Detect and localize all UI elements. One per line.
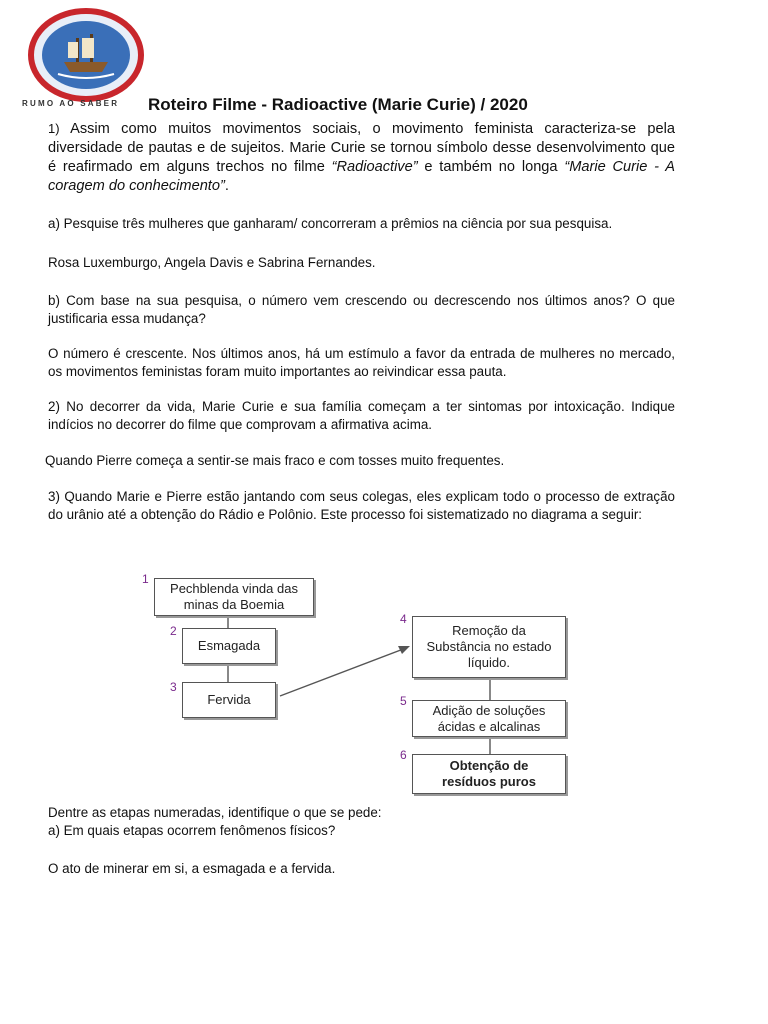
step-1-box: Pechblenda vinda das minas da Boemia xyxy=(154,578,314,616)
question-3-intro: Dentre as etapas numeradas, identifique o que se pede: xyxy=(48,805,382,820)
film-title-radioactive: “Radioactive” xyxy=(331,159,418,175)
step-4-box: Remoção da Substância no estado líquido. xyxy=(412,616,566,678)
question-1-number: 1) xyxy=(48,121,60,136)
step-2-box: Esmagada xyxy=(182,628,276,664)
extraction-process-diagram xyxy=(140,570,580,800)
step-6-box: Obtenção de resíduos puros xyxy=(412,754,566,794)
step-3-box: Fervida xyxy=(182,682,276,718)
answer-1a: Rosa Luxemburgo, Angela Davis e Sabrina Fernandes. xyxy=(48,255,376,270)
question-1a: a) Pesquise três mulheres que ganharam/ concorreram a prêmios na ciência por sua pesquisa. xyxy=(48,216,613,231)
answer-1b: O número é crescente. Nos últimos anos, há um estímulo a favor da entrada de mulheres no mercado, os movimentos feministas foram muito importantes ao reivindicar essa pauta. xyxy=(48,346,675,379)
question-3a: a) Em quais etapas ocorrem fenômenos físicos? xyxy=(48,823,336,838)
step-6-number: 6 xyxy=(400,748,407,762)
step-5-number: 5 xyxy=(400,694,407,708)
question-2: 2) No decorrer da vida, Marie Curie e sua família começam a ter sintomas por intoxicação. Indique indícios no decorrer do filme que comprovam a afirmativa acima. xyxy=(48,399,675,432)
answer-3a: O ato de minerar em si, a esmagada e a fervida. xyxy=(48,861,336,876)
step-3-number: 3 xyxy=(170,680,177,694)
school-motto: RUMO AO SABER xyxy=(22,99,120,108)
film-title-marie-curie: “Marie Curie - A coragem do conhecimento” xyxy=(48,159,676,194)
question-1: 1) Assim como muitos movimentos sociais, o movimento feminista caracteriza-se pela diversidade de pautas e de sujeitos. Marie Curie se tornou símbolo desse desenvolvimento que é reafirmado em alguns trechos no filme “Radioactive” e também no longa “Marie Curie - A coragem do conhecimento”. xyxy=(48,121,676,194)
answer-2: Quando Pierre começa a sentir-se mais fraco e com tosses muito frequentes. xyxy=(45,453,505,468)
school-logo xyxy=(28,8,144,102)
step-1-number: 1 xyxy=(142,572,149,586)
page-title: Roteiro Filme - Radioactive (Marie Curie) / 2020 xyxy=(148,95,528,114)
question-3: 3) Quando Marie e Pierre estão jantando com seus colegas, eles explicam todo o processo de extração do urânio até a obtenção do Rádio e Polônio. Este processo foi sistematizado no diagrama a seguir: xyxy=(48,489,675,522)
step-4-number: 4 xyxy=(400,612,407,626)
step-5-box: Adição de soluções ácidas e alcalinas xyxy=(412,700,566,737)
question-1b: b) Com base na sua pesquisa, o número vem crescendo ou decrescendo nos últimos anos? O que justificaria essa mudança? xyxy=(48,293,675,326)
step-2-number: 2 xyxy=(170,624,177,638)
